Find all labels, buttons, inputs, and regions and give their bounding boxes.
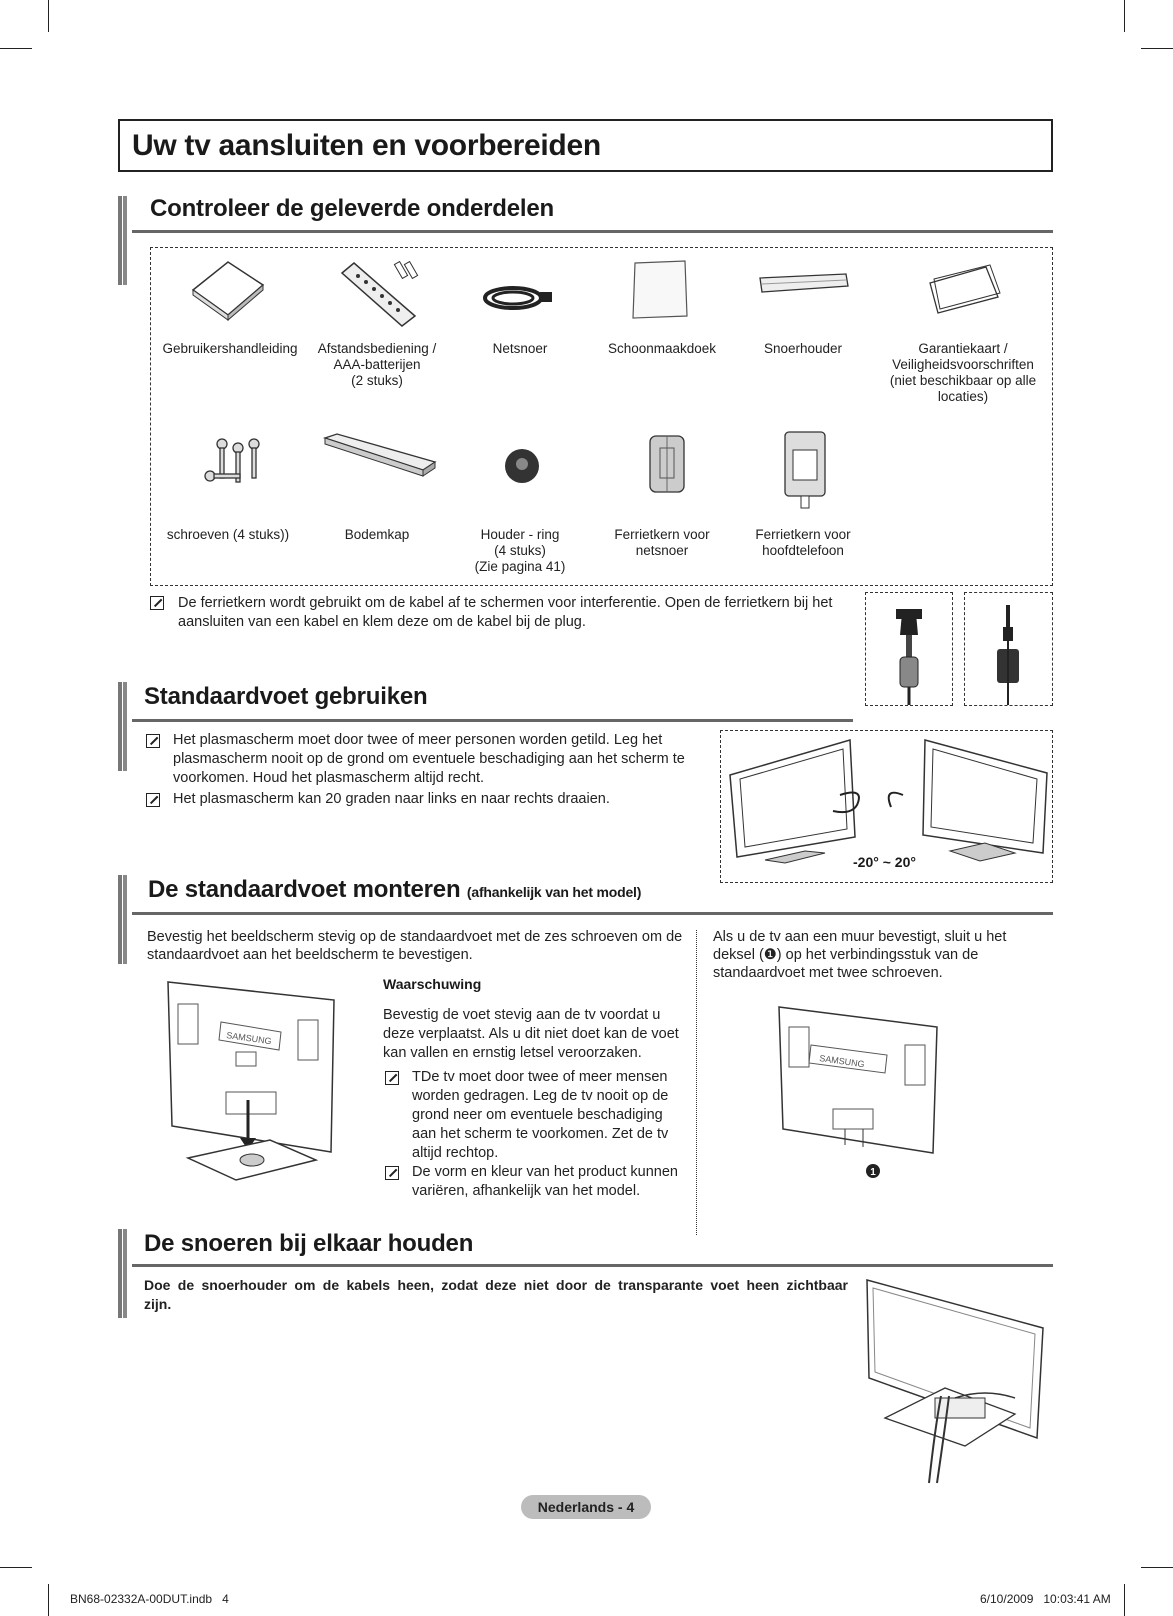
crop-mark bbox=[0, 48, 32, 49]
remote-control-icon bbox=[340, 258, 430, 328]
ferrite-core-headphone-icon bbox=[781, 428, 829, 510]
item-label: Ferrietkern voor netsnoer bbox=[614, 527, 710, 558]
stand-use-title: Standaardvoet gebruiken bbox=[144, 683, 428, 710]
footer-date: 6/10/2009 10:03:41 AM bbox=[980, 1592, 1111, 1606]
page-title: Uw tv aansluiten en voorbereiden bbox=[118, 119, 1053, 172]
cables-text: Doe de snoerhouder om de kabels heen, zodat deze niet door de transparante voet heen zichtbaar zijn. bbox=[144, 1277, 848, 1312]
item-label: Ferrietkern voor hoofdtelefoon bbox=[755, 527, 851, 558]
note-icon bbox=[150, 596, 164, 610]
manual-icon bbox=[188, 260, 268, 320]
page-number-badge: Nederlands - 4 bbox=[521, 1495, 651, 1519]
crop-mark bbox=[0, 1567, 32, 1568]
cables-title: De snoeren bij elkaar houden bbox=[144, 1230, 474, 1257]
item-label: Bodemkap bbox=[344, 527, 410, 542]
item-label: Schoonmaakdoek bbox=[607, 341, 717, 356]
section-bar bbox=[118, 1229, 127, 1318]
column-divider bbox=[696, 930, 697, 1235]
power-cord-icon bbox=[478, 278, 558, 318]
crop-mark bbox=[48, 1584, 49, 1616]
footer-file: BN68-02332A-00DUT.indb 4 bbox=[70, 1592, 229, 1606]
warning-text: Bevestig de voet stevig aan de tv voordat u deze verplaatst. Als u dit niet doet kan de voet kan vallen en ernstig letsel veroorzaken. bbox=[383, 1007, 679, 1061]
stand-mount-title-text: De standaardvoet monteren bbox=[148, 876, 461, 903]
stand-mount-intro: Bevestig het beeldscherm stevig op de standaardvoet met de zes schroeven om de standaardvoet aan het beeldscherm te bevestigen. bbox=[147, 929, 683, 963]
item-label: Garantiekaart / Veiligheidsvoorschriften (niet beschikbaar op alle locaties) bbox=[889, 341, 1037, 404]
note-icon bbox=[146, 734, 160, 748]
cleaning-cloth-icon bbox=[630, 258, 690, 322]
stand-mount-title-suffix: (afhankelijk van het model) bbox=[466, 884, 642, 900]
section-bar bbox=[118, 875, 127, 964]
screws-icon bbox=[198, 436, 268, 496]
stand-use-note-1: Het plasmascherm moet door twee of meer personen worden getild. Leg het plasmascherm nooit op de grond om eventuele beschadiging aan het scherm te voorkomen. Houd het plasmascherm altijd recht. bbox=[173, 732, 685, 786]
section-rule bbox=[132, 1264, 1053, 1267]
item-label: Snoerhouder bbox=[763, 341, 843, 356]
warning-title: Waarschuwing bbox=[383, 976, 482, 992]
accessories-title: Controleer de geleverde onderdelen bbox=[150, 195, 554, 222]
cable-holder-icon bbox=[758, 270, 850, 300]
tv-back-stand-illustration bbox=[166, 980, 341, 1190]
wall-mount-text: Als u de tv aan een muur bevestigt, sluit u het deksel (❶) op het verbindingsstuk van de standaardvoet met twee schroeven. bbox=[713, 929, 1007, 981]
crop-mark bbox=[1124, 1584, 1125, 1616]
callout-number: 1 bbox=[870, 1167, 876, 1178]
ferrite-core-power-icon bbox=[646, 430, 690, 498]
section-rule bbox=[132, 912, 1053, 915]
power-plug-ferrite-icon bbox=[866, 593, 952, 705]
ferrite-note: De ferrietkern wordt gebruikt om de kabel af te schermen voor interferentie. Open de ferrietkern bij het aansluiten van een kabel en klem deze om de kabel bij de plug. bbox=[178, 595, 833, 630]
item-label: Gebruikershandleiding bbox=[162, 341, 298, 356]
note-icon bbox=[385, 1166, 399, 1180]
section-bar bbox=[118, 196, 127, 285]
note-icon bbox=[385, 1071, 399, 1085]
crop-mark bbox=[48, 0, 49, 32]
section-bar bbox=[118, 682, 127, 771]
headphone-plug-ferrite-icon bbox=[965, 593, 1052, 705]
item-label: Houder - ring (4 stuks) (Zie pagina 41) bbox=[474, 527, 566, 574]
item-label: schroeven (4 stuks)) bbox=[166, 527, 290, 542]
item-label: Netsnoer bbox=[492, 341, 548, 356]
brand-logo-text: SAMSUNG bbox=[225, 1030, 273, 1047]
crop-mark bbox=[1141, 1567, 1173, 1568]
stand-mount-note-1: TDe tv moet door twee of meer mensen worden gedragen. Leg de tv nooit op de grond neer om eventuele beschadiging aan het scherm te voorkomen. Zet de tv altijd rechtop. bbox=[412, 1069, 669, 1161]
section-rule bbox=[132, 230, 1053, 233]
holder-ring-icon bbox=[503, 447, 543, 487]
tv-cable-holder-illustration bbox=[865, 1278, 1055, 1488]
stand-mount-title bbox=[148, 876, 641, 904]
stand-mount-note-2: De vorm en kleur van het product kunnen variëren, afhankelijk van het model. bbox=[412, 1164, 678, 1199]
bottom-cover-icon bbox=[323, 432, 438, 482]
angle-label: -20° ~ 20° bbox=[853, 854, 916, 870]
warranty-card-icon bbox=[928, 265, 1008, 315]
stand-use-note-2: Het plasmascherm kan 20 graden naar links en naar rechts draaien. bbox=[173, 791, 610, 807]
note-icon bbox=[146, 793, 160, 807]
brand-logo-text-2: SAMSUNG bbox=[818, 1053, 866, 1070]
tv-back-cover-illustration bbox=[775, 1005, 945, 1185]
crop-mark bbox=[1124, 0, 1125, 32]
crop-mark bbox=[1141, 48, 1173, 49]
item-label: Afstandsbediening / AAA-batterijen (2 stuks) bbox=[317, 341, 437, 388]
section-rule bbox=[132, 719, 853, 722]
